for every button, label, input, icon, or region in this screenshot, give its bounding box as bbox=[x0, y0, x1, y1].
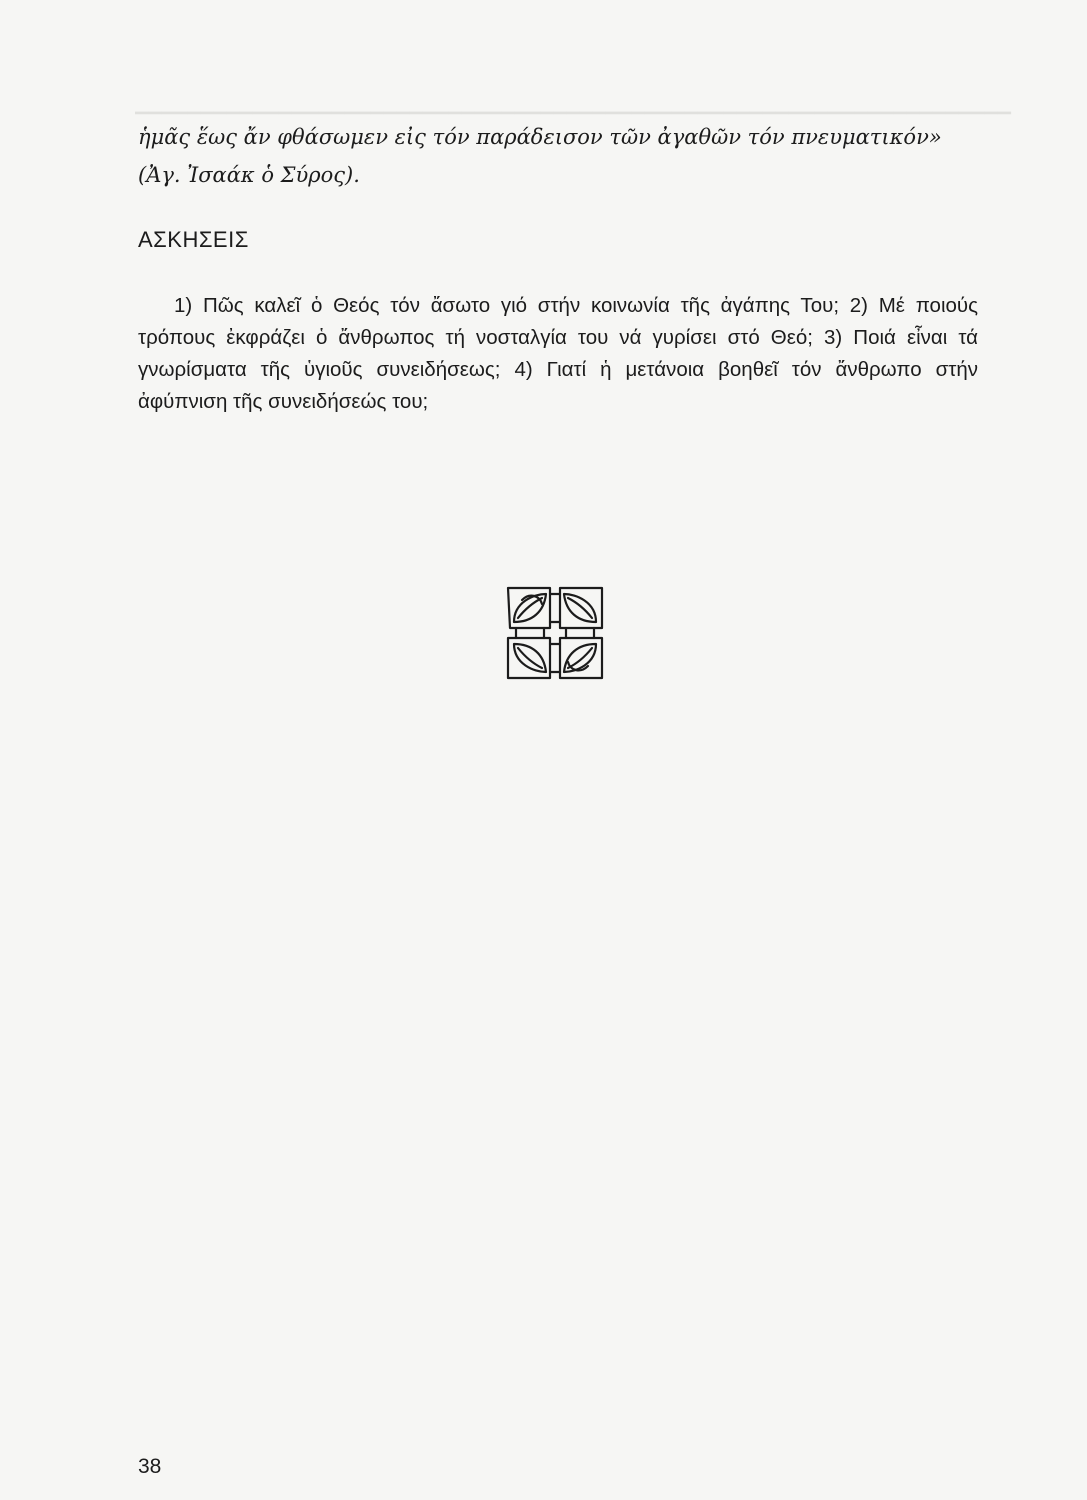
section-heading: ΑΣΚΗΣΕΙΣ bbox=[138, 227, 249, 252]
exercises-text: 1) Πῶς καλεῖ ὁ Θεός τόν ἄσωτο γιό στήν κοινωνία τῆς ἀγάπης Του; 2) Μέ ποιούς τρόπους ἐκφράζει ὁ ἄνθρωπος τή νοσταλγία του νά γυρίσει στό Θεό; 3) Ποιά εἶναι τά γνωρίσματα τῆς ὑγιοῦς συνειδήσεως; 4) Γιατί ἡ μετάνοια βοηθεῖ τόν ἄνθρωπο στήν ἀφύπνιση τῆς συνειδήσεώς του; bbox=[138, 294, 978, 413]
ornament-svg bbox=[504, 582, 606, 684]
exercises-paragraph bbox=[138, 290, 978, 418]
decorative-knot-ornament-icon bbox=[504, 582, 606, 684]
quote-line-1: ἡμᾶς ἕως ἄν φθάσωμεν εἰς τόν παράδεισον τῶν ἀγαθῶν τόν πνευματικόν» bbox=[138, 125, 942, 149]
quote-block bbox=[138, 118, 998, 194]
quote-attribution: (Ἀγ. Ἰσαάκ ὁ Σύρος). bbox=[138, 163, 360, 187]
page-number: 38 bbox=[138, 1455, 162, 1478]
bleed-through-texture: ▁▁▁▁▁▁▁▁▁▁▁▁▁▁▁▁▁▁▁▁▁▁▁▁▁▁▁▁▁▁▁▁▁▁▁▁▁▁▁▁▁▁▁▁▁▁▁▁▁▁▁▁▁▁▁▁▁▁▁▁▁▁▁▁▁▁▁ bbox=[135, 95, 1011, 114]
